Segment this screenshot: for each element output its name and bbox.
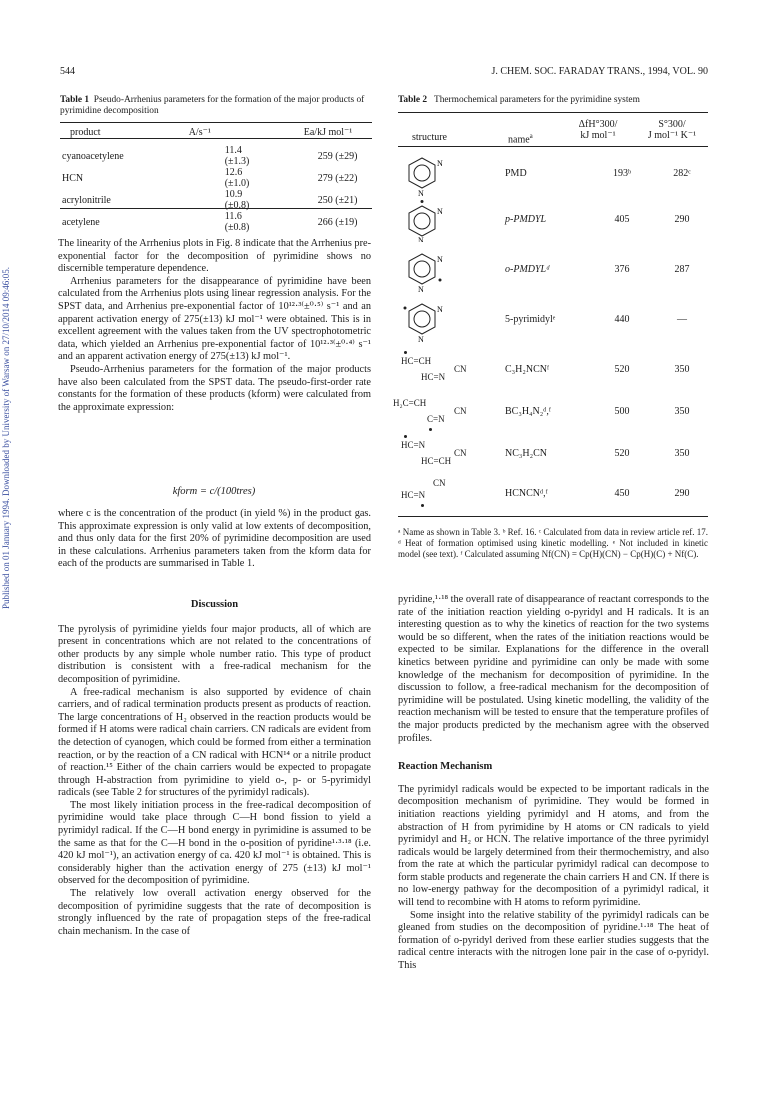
ring-n-label: N — [437, 207, 443, 216]
ring-n-label: N — [437, 255, 443, 264]
ring-n-label: N — [418, 236, 424, 242]
table-cell: 250 (±21) — [317, 194, 358, 206]
open-chain-structure — [387, 350, 497, 390]
formula-part: HC=CH — [421, 456, 452, 466]
table2-h: 450 — [614, 488, 630, 499]
table2-s: 350 — [674, 364, 690, 375]
table2-col-name-text: name — [508, 134, 530, 146]
radical-dot — [429, 428, 432, 431]
paragraph: where c is the concentration of the product (in yield %) in the product gas. This approximate expression is only valid at low extents of decomposition, and thus only data for the first 20% of pyrimidine decomposition are used in these calculations. Arrhenius parameters taken from the kform data for each of the products are summarised in Table 1. — [58, 508, 371, 570]
paragraph: The linearity of the Arrhenius plots in Fig. 8 indicate that the Arrhenius pre-exponential factor for the decomposition of pyrimidine shows no discernible temperature dependence. — [58, 238, 371, 275]
table2-name: BC₃H₄N₂ᵈ,ᶠ — [505, 406, 551, 417]
paragraph: Some insight into the relative stability of the pyrimidyl radicals can be gleaned from studies on the decomposition of pyridine.¹·¹⁸ The heat of formation of o-pyridyl derived from these earlier studies suggests that the radical centre interacts with the nitrogen lone pair in the case of o-pyridyl. This — [398, 909, 709, 972]
table2-s: 282ᶜ — [673, 168, 691, 179]
paragraph: The most likely initiation process in the free-radical decomposition of pyrimidine would take place through C—H bond fission to yield a pyrimidyl radical. If the C—H bond energy in pyrimidine is assumed to be the same as that for the C—H bond in the o-position of pyridine¹·³·¹⁸ (i.e. 420 kJ mol⁻¹), an activation energy of ca. 420 kJ mol⁻¹ is obtained. This is considerably higher than the activation energy of 275 (±13) kJ mol⁻¹ observed for the decomposition of pyrimidine. — [58, 799, 371, 887]
ring-n-label: N — [437, 305, 443, 314]
download-note: Published on 01 January 1994. Downloaded by University of Warsaw on 27/10/2014 09:46:05. — [1, 266, 11, 610]
table2-h: 193ᵇ — [612, 168, 632, 179]
table-row — [387, 300, 707, 340]
radical-dot — [421, 504, 424, 507]
ring-n-label: N — [418, 285, 424, 292]
table2-h: 376 — [614, 264, 630, 275]
formula-part: HC=N — [401, 440, 426, 450]
paragraph: A free-radical mechanism is also supported by evidence of chain carriers, and of radical termination products present as products of reaction. The large concentrations of H₂ observed in the reaction products would be formed if H atoms were radical chain carriers. CN radicals are evident from the detection of cyanogen, which could be formed from either a termination reaction, or by the reaction of a CN radical with HCN¹⁴ or a nitrile product of reaction.¹⁵ Either of the chain carriers would be expected to propagate through H-abstraction from pyrimidine to yield o-, p- or 5-pyrimidyl radicals (see Table 2 for structures of the pyrimidyl radicals). — [58, 686, 371, 799]
table1-caption — [60, 95, 372, 118]
table-cell: acetylene — [62, 216, 100, 228]
ring-n-label: N — [437, 159, 443, 168]
table2-name: p-PMDYL — [505, 214, 547, 225]
p-pyrimidyl-structure — [387, 200, 497, 240]
table-row — [60, 167, 372, 189]
table-cell: 11.6 (±0.8) — [224, 211, 250, 233]
table1-col-product: product — [70, 126, 101, 138]
table1 — [60, 125, 372, 233]
table1-header-row — [60, 125, 372, 139]
table-cell: 279 (±22) — [317, 172, 358, 184]
table2-h: 520 — [614, 364, 630, 375]
table2-name: C₃H₂NCNᶠ — [505, 364, 550, 375]
table2-col-h — [568, 119, 628, 141]
paragraph: Arrhenius parameters for the disappearance of pyrimidine have been calculated from the Arrhenius plots using linear regression analysis. For the SPST data, and Arrhenius pre-exponential factor of 10¹²·³⁽±⁰·⁵⁾ s⁻¹ and an apparent activation energy of 275(±13) kJ mol⁻¹ were obtained. This is in excellent agreement with the values taken from the UV spectrophotometric data, which yielded an Arrhenius pre-exponential factor of 10¹²·³⁽±⁰·⁴⁾ s⁻¹ and an apparent activation energy of 275(±13) kJ mol⁻¹. — [58, 275, 371, 363]
table-cell: 259 (±29) — [317, 150, 358, 162]
o-pyrimidyl-structure — [387, 250, 497, 290]
table-row — [387, 392, 707, 432]
table-cell: 11.4 (±1.3) — [224, 145, 250, 167]
table2-label: Table 2 — [398, 95, 428, 105]
table-row — [387, 200, 707, 240]
table2-caption-text: Thermochemical parameters for the pyrimidine system — [433, 95, 640, 105]
section-heading-discussion: Discussion — [190, 598, 239, 610]
table2-col-s-line2: J mol⁻¹ K⁻¹ — [647, 130, 697, 141]
table-cell: 266 (±19) — [317, 216, 358, 228]
page-number: 544 — [60, 66, 75, 77]
table2-col-s-line1: S°300/ — [658, 119, 686, 130]
equation-kform: kform = c/(100tres) — [172, 486, 256, 497]
pyrimidine-structure — [387, 154, 497, 194]
table1-col-a: A/s⁻¹ — [188, 126, 211, 138]
table-row — [60, 211, 372, 233]
open-chain-structure — [387, 474, 497, 514]
table-cell: cyanoacetylene — [62, 150, 124, 162]
table1-col-ea: Ea/kJ mol⁻¹ — [303, 126, 353, 138]
formula-part: C=N — [427, 414, 445, 424]
table2-name: NC₃H₂CN — [505, 448, 547, 459]
table1-label: Table 1 — [60, 95, 90, 105]
table2-name: o-PMDYLᵈ — [505, 264, 550, 275]
radical-dot — [404, 435, 407, 438]
radical-dot — [404, 351, 407, 354]
table1-caption-text: Pseudo-Arrhenius parameters for the formation of the major products of pyrimidine decomposition — [60, 95, 365, 117]
table2-h: 405 — [614, 214, 630, 225]
table2-s: 350 — [674, 406, 690, 417]
ring-n-label: N — [418, 335, 424, 342]
table-cell: HCN — [62, 172, 84, 184]
table2-col-h-line1: ΔfH°300/ — [578, 119, 618, 130]
table2-col-name-sup: a — [529, 132, 533, 140]
paragraph: pyridine,¹·¹⁸ the overall rate of disappearance of reactant corresponds to the rate of the initiation reaction yielding o-pyridyl and H radicals. It is an interesting question as to why the kinetics of reaction for the two systems would be so different, when the rates of the initiation reactions would be expected to be similar. Explanations for the difference in the overall kinetics between pyridine and pyrimidine can only be made with some knowledge of the mechanism for decomposition of pyrimidine. In the discussion to follow, a free-radical mechanism for the decomposition of pyrimidine will be postulated. Using kinetic modelling, the validity of the reaction mechanism will be tested to ensure that the temperature profiles of the major products predicted by the mechanism agree with the observed profiles. — [398, 594, 709, 744]
table2-s: 290 — [674, 488, 690, 499]
table2-h: 440 — [614, 314, 630, 325]
table2-s: 290 — [674, 214, 690, 225]
table-cell: 10.9 (±0.8) — [224, 189, 250, 211]
right-column — [398, 594, 709, 973]
table2-bottom-rule — [398, 516, 708, 517]
table-row — [60, 189, 372, 211]
table-row — [60, 145, 372, 167]
table-row — [387, 350, 707, 390]
table-row — [387, 474, 707, 514]
open-chain-structure — [387, 392, 497, 432]
table1-top-rule — [60, 122, 372, 123]
table2-col-name — [508, 132, 533, 145]
paragraph: The pyrimidyl radicals would be expected to be important radicals in the decomposition mechanism of pyrimidine. They would be formed in initiation reactions yielding pyrimidyl and H atoms, and from the abstraction of H from pyrimidine by H atoms or CN radicals to yield pyrimidyl and H₂ or HCN. The relative importance of the three pyrimidyl radicals would be largely determined from their thermochemistry, and also from the rate at which the particular pyrimidyl radical can decompose to form stable products and regenerate the chain carriers H and CN. If there is no low-energy pathway for the decomposition of a pyrimidyl radical, it will tend to recombine with H atoms to reform pyrimidine. — [398, 783, 709, 909]
table2-header-rule — [398, 146, 708, 147]
table-cell: acrylonitrile — [62, 194, 111, 206]
table-cell: 12.6 (±1.0) — [224, 167, 250, 189]
table2-s: 350 — [674, 448, 690, 459]
table2-s: 287 — [674, 264, 690, 275]
formula-part: HC=CH — [401, 356, 432, 366]
paragraph: The pyrolysis of pyrimidine yields four major products, all of which are present in concentrations which are not related to the concentrations of other products by any simple whole number ratio. This type of product distribution is consistent with a free-radical mechanism for the decomposition of pyrimidine. — [58, 623, 371, 685]
table2-col-s — [636, 119, 708, 141]
table2-h: 520 — [614, 448, 630, 459]
table-row — [387, 154, 707, 194]
table2-name: HCNCNᵈ,ᶠ — [505, 488, 548, 499]
open-chain-structure — [387, 434, 497, 474]
formula-part: CN — [454, 406, 467, 416]
ring-n-label: N — [418, 189, 424, 196]
table-row — [387, 434, 707, 474]
formula-part: CN — [454, 448, 467, 458]
left-column-upper — [58, 238, 371, 414]
table2-s: — — [677, 314, 687, 325]
table2-name: 5-pyrimidylᵉ — [505, 314, 556, 325]
table2-footnotes: ᵃ Name as shown in Table 3. ᵇ Ref. 16. ᶜ Calculated from data in review article ref. 17. ᵈ Heat of formation optimised using kinetic modelling. ᵉ Not included in kinetic model (see text). ᶠ Calculated assuming Nf(CN) = Cp(H)(CN) − Cp(H)(C) + Nf(C). — [398, 527, 708, 559]
table2-name: PMD — [505, 168, 527, 179]
formula-part: CN — [454, 364, 467, 374]
table2-top-rule — [398, 112, 708, 113]
download-note-sidebar — [0, 168, 14, 708]
table-row — [387, 250, 707, 290]
paragraph: The relatively low overall activation energy observed for the decomposition of pyrimidine suggests that the rate of decomposition is strongly influenced by the rate of propagation steps of the free-radical chain mechanism. In the case of — [58, 888, 371, 937]
formula-part: HC=N — [421, 372, 446, 382]
running-head: J. CHEM. SOC. FARADAY TRANS., 1994, VOL. 90 — [491, 66, 708, 77]
formula-part: CN — [433, 478, 446, 488]
table2-col-h-line2: kJ mol⁻¹ — [580, 130, 616, 141]
5-pyrimidyl-structure — [387, 300, 497, 340]
table2-caption — [398, 95, 708, 106]
left-column-lower — [58, 508, 371, 938]
paragraph: Pseudo-Arrhenius parameters for the formation of the major products have also been calculated from the SPST data. The pseudo-first-order rate constants for the formation of these products (kform) were calculated from the approximate expression: — [58, 363, 371, 413]
section-heading-reaction-mechanism: Reaction Mechanism — [398, 761, 493, 773]
table2-h: 500 — [614, 406, 630, 417]
table2-col-structure: structure — [412, 132, 447, 143]
formula-part: HC=N — [401, 490, 426, 500]
formula-part: H₂C=CH — [393, 398, 427, 408]
